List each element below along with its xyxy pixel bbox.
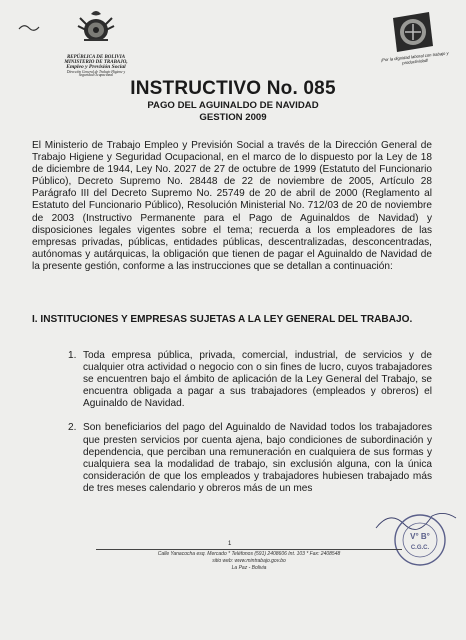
- footer-line-1: Calle Yanacocha esq. Mercado * Teléfonos (591) 2408606 Int. 103 * Fax: 2408548: [157, 551, 341, 557]
- ministry-letterhead: [50, 55, 142, 78]
- ministry-logo-icon: [383, 8, 439, 56]
- list-item: [32, 350, 432, 410]
- page-number: 1: [228, 541, 232, 547]
- footer-divider: [96, 549, 402, 550]
- ministry-slogan: ¡Por la dignidad laboral con trabajo y productividad!: [380, 50, 449, 65]
- document-title: INSTRUCTIVO No. 085: [130, 78, 336, 99]
- letterhead-ministry-sub: Empleo y Previsión Social: [66, 64, 126, 70]
- footer-line-3: La Paz - Bolivia: [231, 565, 267, 571]
- list-item-text: Son beneficiarios del pago del Aguinaldo de Navidad todos los trabajadores que presten servicios por cuenta ajena, bajo condiciones de subordinación y dependencia, que perciban una remuneración en cualquiera de sus formas y cualquiera sea la modalidad de trabajo, sin exclusión alguna, con la única consideración de que los empleados y trabajadores hubiesen trabajado más de tres meses calendario y obreros más de un mes: [83, 422, 432, 494]
- section-heading: I. INSTITUCIONES Y EMPRESAS SUJETAS A LA LEY GENERAL DEL TRABAJO.: [32, 314, 413, 325]
- stamp-top-text: V° B°: [410, 532, 430, 541]
- bolivia-coat-of-arms-icon: [74, 8, 118, 48]
- subtitle-line-2: GESTION 2009: [199, 112, 267, 123]
- letterhead-ministry: MINISTERIO DE TRABAJO,: [64, 60, 128, 65]
- footer-address: [96, 551, 402, 572]
- list-item-number: 2.: [68, 422, 77, 434]
- list-item-number: 1.: [68, 350, 77, 361]
- list-item-text: Toda empresa pública, privada, comercial, industrial, de servicios y de cualquier otra actividad o negocio con o sin fines de lucro, cuyos trabajadores se encuentren bajo el ámbito de aplicación de la Ley General del Trabajo, se encuentra obligada a pagar a sus trabajadores (empleados y obreros) el Aguinaldo de Navidad.: [83, 350, 432, 410]
- footer-line-2: sitio web: www.mintrabajo.gov.bo: [212, 558, 286, 564]
- letterhead-country: REPÚBLICA DE BOLIVIA: [66, 55, 126, 60]
- list-item: [32, 422, 432, 495]
- letterhead-direction-2: Seguridad Ocupacional: [78, 73, 114, 78]
- document-subtitle: [0, 100, 466, 124]
- subtitle-line-1: PAGO DEL AGUINALDO DE NAVIDAD: [147, 100, 319, 111]
- intro-paragraph: El Ministerio de Trabajo Empleo y Previsión Social a través de la Dirección General de Trabajo Higiene y Seguridad Ocupacional, en el marco de lo dispuesto por la Ley de 18 de diciembre de 1944, Ley No. 2027 de 27 de octubre de 1999 (Estatuto del Funcionario Público), Decreto Supremo No. 28448 de 22 de noviembre de 2005, Artículo 28 Parágrafo III del Decreto Supremo No. 25749 de 20 de abril de 2000 (Reglamento al Estatuto del Funcionario Público), Resolución Ministerial No. 712/03 de 20 de noviembre de 2003 (Instructivo Permanente para el Pago de Aguinaldos de Navidad) y disposiciones legales vigentes sobre el tema; recuerda a los empleadores de las empresas privadas, públicas, entidades públicas, descentralizadas, desconcentradas, autónomas y autárquicas, la obligación que tienen de pagar el Aguinaldo de Navidad de la presente gestión, conforme a las instrucciones que se detallan a continuación:: [32, 140, 432, 272]
- stamp-bottom-text: C.G.C.: [410, 545, 430, 551]
- letterhead-direction: Dirección General de Trabajo Higiene y: [66, 69, 126, 74]
- handwritten-mark-icon: [18, 21, 40, 35]
- instruction-list: [32, 350, 432, 507]
